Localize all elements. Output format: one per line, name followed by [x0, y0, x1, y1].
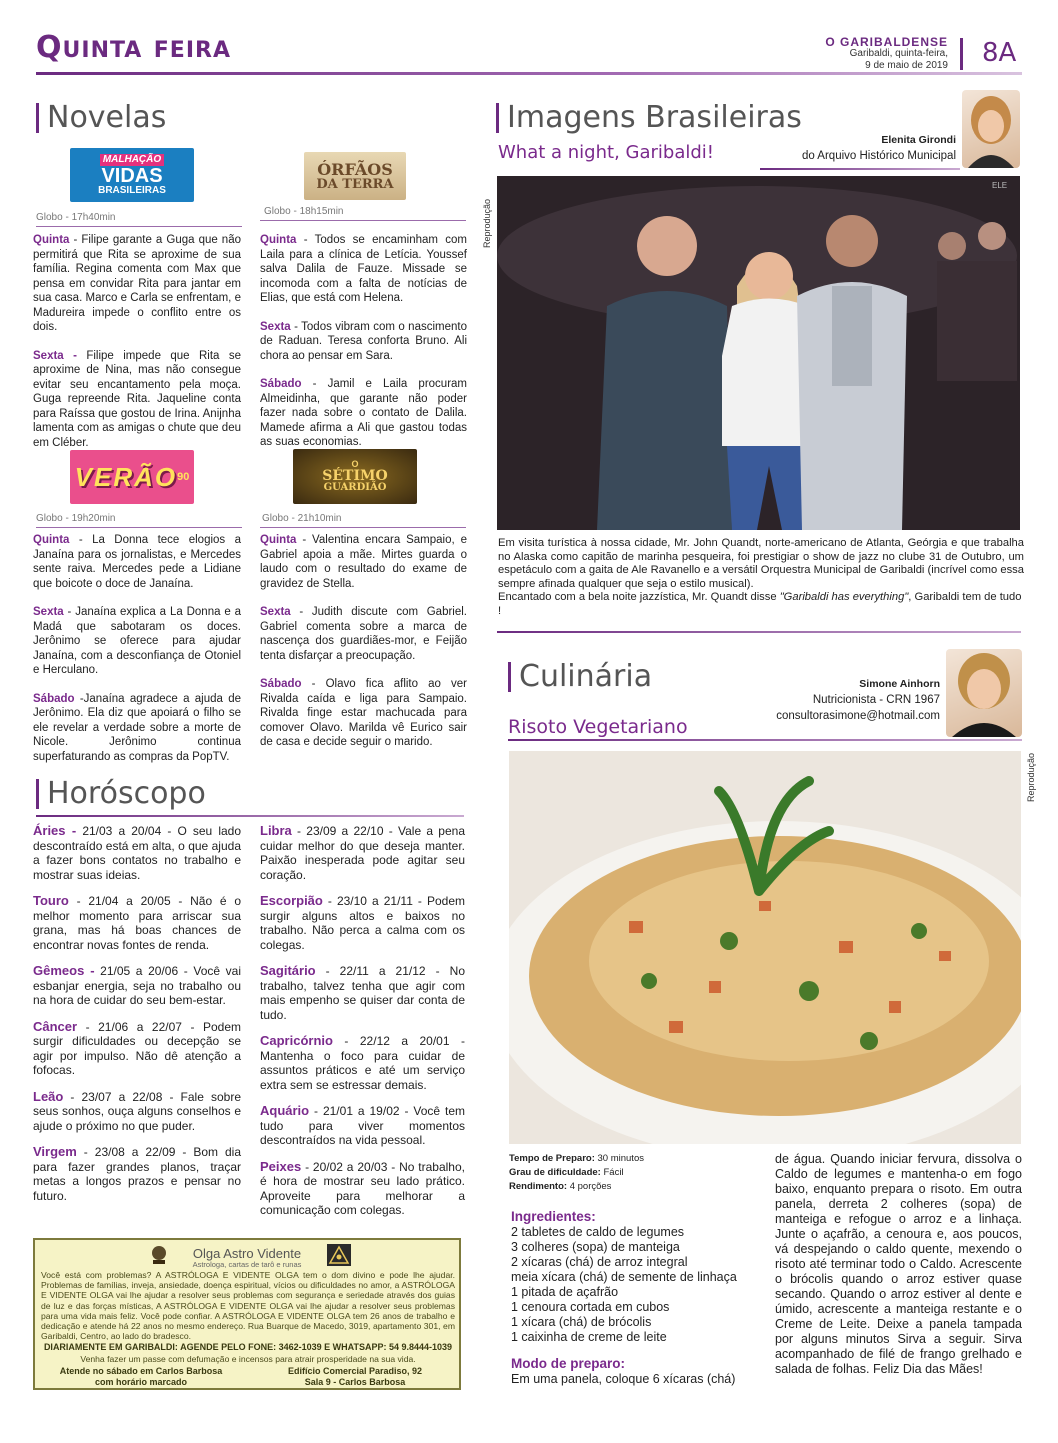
header-rule [36, 72, 1022, 75]
synopsis-entry [260, 533, 467, 591]
verao-logo [70, 450, 194, 504]
imagens-bottom-rule [497, 631, 1021, 633]
horoscopo-col2 [260, 824, 465, 1230]
elenita-photo [962, 90, 1020, 168]
culinaria-author-role: Nutricionista - CRN 1967 [812, 694, 940, 706]
synopsis-text: - Jamil e Laila procuram Almeidinha, que garante não poder fazer nada sobre o contato de Dalila. Mamede afirma a Ali que gastou todas as suas economias. [260, 378, 467, 448]
ingredients-title: Ingredientes: [511, 1209, 596, 1224]
malhacao-logo-sub: BRASILEIRAS [98, 185, 166, 196]
sign-text: - 21/01 a 19/02 - Você tem tudo para viver momentos descontraídos na vida pessoal. [260, 1104, 465, 1147]
ad-saturday-line2: com horário marcado [94, 1377, 188, 1387]
horoscope-entry [33, 964, 241, 1008]
day-label: Sexta - [33, 349, 77, 362]
ingredient-item: 1 cenoura cortada em cubos [511, 1300, 670, 1314]
ingredient-item: 1 caixinha de creme de leite [511, 1330, 667, 1344]
photo-credit: Reprodução [482, 198, 492, 248]
method-text-continued: de água. Quando iniciar fervura, dissolva o Caldo de legumes e mantenha-o em fogo baixo, enquanto prepara o risoto. Em outra panela, derreta 2 colheres (sopa) de manteiga e refogue o arroz e a linhaça. Junte o açafrão, a cenoura e, aos poucos, vá despejando o caldo quente, mexendo o risoto até terminar todo o Caldo. Acrescente o brócolis quando o arroz estiver quase secando. Quando o arroz estiver al dente e úmido, acrescente a manteiga restante e o Creme de Leite. Deixe a panela tampada por alguns minutos Sirva a seguir. Sirva acompanhado de filé de frango grelhado e salada de folhas. Feliz Dia das Mães! [775, 1152, 1022, 1376]
sign-label: Leão [33, 1088, 64, 1104]
synopsis-entry [260, 320, 467, 364]
meta-label: Tempo de Preparo: [509, 1153, 595, 1164]
horoscope-entry [260, 1160, 465, 1218]
sign-text: - 22/11 a 21/12 - No trabalho, talvez tenha que agir com mais empenho se quiser dar conta de tudo. [260, 964, 465, 1022]
setimo-logo [293, 449, 417, 504]
ad-slogan: Venha fazer um passe com defumação e incensos para atrair prosperidade na sua vida. [80, 1354, 416, 1364]
ad-saturday-line1: Atende no sábado em Carlos Barbosa [59, 1366, 223, 1376]
ad-address [255, 1366, 455, 1388]
synopsis-entry [260, 233, 467, 306]
day-label: Sexta [33, 606, 64, 618]
method-title: Modo de preparo: [511, 1356, 625, 1371]
risotto-photo [509, 751, 1021, 1144]
synopsis-entry [260, 677, 467, 750]
synopsis-text: - Janaína explica a La Donna e a Madá que sabotaram os doces. Jerônimo se oferece para ajudar Janaína, com a desconfiança de Otoniel e Herculano. [33, 606, 241, 676]
horoscopo-rule [36, 815, 464, 817]
verao-logo-main: VERÃO [74, 461, 178, 492]
ad-subtitle: Astrologa, cartas de tarô e runas [192, 1260, 302, 1269]
ad-title: Olga Astro Vidente [192, 1246, 302, 1261]
sign-label: Escorpião [260, 893, 323, 908]
sign-text: - 23/08 a 22/09 - Bom dia para fazer grandes planos, traçar metas a longos prazos e pensar no futuro. [33, 1145, 241, 1203]
imagens-author-role: do Arquivo Histórico Municipal [801, 150, 956, 162]
sign-label: Sagitário [260, 963, 316, 978]
sign-label: Câncer [33, 1018, 78, 1034]
sign-label: Aquário [260, 1103, 310, 1118]
method-text-start: Em uma panela, coloque 6 xícaras (chá) [511, 1372, 736, 1386]
sign-text: - 22/12 a 20/01 - Mantenha o foco para cuidar de assuntos práticos e até um serviço extra sem se estressar demais. [260, 1034, 465, 1092]
synopsis-text: Filipe impede que Rita se aproxime de Nina, mas não consegue evitar seu encantamento pela moça. Guga repreende Rita. Jaqueline conta para Raíssa que gostou de Irina. Anijnha lamenta com as amigas o chute que deu em Cléber. [33, 349, 241, 449]
photo-tag: ELE [992, 181, 1008, 190]
synopsis-entry [33, 533, 241, 591]
synopsis-text: - Olavo fica aflito ao ver Rivalda caída e liga para Sampaio. Rivalda finge estar machucada para comover Olavo. Marilda vê Eurico sair de casa e decide seguir o marido. [260, 678, 467, 748]
ad-saturday [41, 1366, 241, 1388]
sign-text: 21/05 a 20/06 - Você vai esbanjar energia, seja no trabalho ou na hora de cuidar do seu bem-estar. [33, 964, 241, 1007]
edition-info [825, 36, 948, 72]
show-synopsis-1 [260, 233, 467, 464]
jazz-night-illustration [497, 176, 1020, 530]
culinaria-rule [508, 739, 1022, 741]
synopsis-text: - Filipe garante a Guga que não permitirá que Rita se aproxime de sua família. Regina comenta com Max que pensa em convidar Rita para jantar em sua casa. Marco e Carla se enfrentam, e Madureira impede o conflito entre os dois. [33, 234, 241, 333]
header-divider [960, 38, 963, 70]
meta-value: 4 porções [567, 1181, 612, 1192]
sign-label: Libra [260, 823, 292, 838]
orfaos-logo [304, 152, 406, 200]
sign-text: - 23/09 a 22/10 - Vale a pena cuidar melhor do que deseja manter. Paixão inesperada pode agitar seu coração. [260, 824, 465, 882]
synopsis-entry [33, 692, 241, 765]
caption-paragraph [498, 591, 1024, 618]
day-label: Quinta [33, 534, 70, 546]
section-title [36, 30, 231, 65]
caption-text: Encantado com a bela noite jazzística, Mr. Quandt disse [498, 591, 780, 604]
synopsis-entry [33, 605, 241, 678]
sign-label: Peixes [260, 1158, 302, 1174]
orfaos-logo-top: ÓRFÃOS [317, 159, 393, 179]
verao-logo-num: 90 [177, 471, 190, 483]
show-synopsis-3 [260, 533, 467, 764]
meta-label: Grau de dificuldade: [509, 1167, 601, 1178]
day-label: Quinta [260, 534, 297, 546]
show-synopsis-2 [33, 533, 241, 778]
culinaria-heading: Culinária [508, 662, 652, 692]
meta-label: Rendimento: [509, 1181, 568, 1192]
meta-value: 30 minutos [594, 1153, 644, 1164]
setimo-logo-main: SÉTIMO [322, 468, 388, 484]
imagens-subtitle: What a night, Garibaldi! [498, 142, 714, 163]
malhacao-logo-main: VIDAS [101, 165, 163, 187]
ad-phone: DIARIAMENTE EM GARIBALDI: AGENDE PELO FONE: 3462-1039 E WHATSAPP: 54 9.8444-1039 [43, 1342, 453, 1352]
horoscope-entry [260, 1034, 465, 1092]
day-label: Sábado [33, 692, 75, 705]
show-rule [36, 226, 242, 227]
section-title-word1: UINTA [62, 38, 143, 63]
imagens-heading: Imagens Brasileiras [496, 103, 802, 133]
sign-text: - 21/06 a 22/07 - Podem surgir dificuldades ou decepção se agir por impulso. Não dê atenção a fofocas. [33, 1019, 241, 1077]
imagens-caption [498, 537, 1024, 619]
horoscope-entry [33, 1145, 241, 1203]
page-number: 8A [982, 38, 1017, 68]
edition-line2: 9 de maio de 2019 [865, 60, 948, 71]
ingredient-item: 2 tabletes de caldo de legumes [511, 1225, 685, 1239]
day-label: Sexta [260, 320, 291, 333]
synopsis-text: -Janaína agradece a ajuda de Jerônimo. Ela diz que apoiará o filho se ele revelar a verdade sobre a morte de Nicole. Jerônimo continua superfaturando as compras da PopTV. [33, 692, 241, 763]
ingredient-item: 1 xícara (chá) de brócolis [511, 1315, 652, 1329]
sign-label: Touro [33, 893, 69, 908]
show-rule [260, 220, 466, 221]
meta-row [509, 1152, 759, 1166]
synopsis-text: - La Donna tece elogios a Janaína para os jornalistas, e Mercedes sente raiva. Mercedes pede a Lidiane que boicote o doce de Janaína. [33, 534, 241, 590]
orfaos-logo-main: DA TERRA [316, 176, 394, 192]
horoscope-entry [260, 894, 465, 952]
imagens-author: Elenita Girondi [881, 134, 956, 146]
synopsis-text: - Valentina encara Sampaio, e Gabriel apoia a mãe. Mirtes guarda o laudo com o resultado do exame de gravidez de Stella. [260, 534, 467, 590]
day-label: Sábado [260, 378, 302, 390]
synopsis-entry [33, 233, 241, 335]
horoscope-entry [33, 1020, 241, 1078]
meta-row [509, 1180, 759, 1194]
simone-photo [946, 649, 1022, 737]
culinaria-author-email: consultorasimone@hotmail.com [776, 710, 940, 722]
caption-paragraph: Em visita turística à nossa cidade, Mr. John Quandt, norte-americano de Atlanta, Geórgia e que trabalha no Alaska como capitão de marinha pesqueira, foi prestigiar o show de jazz no clube 31 de Outubro, um espetáculo com a gaita de Ale Ravanello e a versátil Orquestra Municipal de Garibaldi (incrível como essa sempre afinada qualquer que seja o estilo musical). [498, 537, 1024, 590]
sign-text: - 23/07 a 22/08 - Fale sobre seus sonhos, ouça alguns conselhos e ajude o próximo no que puder. [33, 1089, 241, 1133]
show-time: Globo - 18h15min [264, 206, 344, 217]
novelas-heading: Novelas [36, 103, 166, 133]
sign-label: Gêmeos - [33, 963, 95, 978]
horoscope-entry [260, 824, 465, 882]
malhacao-logo [70, 148, 194, 202]
sign-label: Virgem [33, 1144, 77, 1159]
day-label: Quinta [260, 234, 297, 246]
synopsis-text: - Todos se encaminham com Laila para a clínica de Letícia. Youssef salva Dalila de Fauze. Missade se incomoda com a falta de notícias de Elias, que está com Helena. [260, 234, 467, 304]
jazz-night-photo [497, 176, 1020, 530]
meta-row [509, 1166, 759, 1180]
day-label: Sexta [260, 606, 291, 618]
horoscopo-col1 [33, 824, 241, 1215]
malhacao-logo-top: MALHAÇÃO [100, 154, 164, 166]
horoscopo-heading: Horóscopo [36, 779, 206, 809]
horoscope-entry [260, 1104, 465, 1148]
show-rule [260, 527, 466, 528]
ingredient-item: 1 pitada de açafrão [511, 1285, 619, 1299]
edition-line1: Garibaldi, quinta-feira, [849, 48, 948, 59]
show-time: Globo - 17h40min [36, 212, 116, 223]
synopsis-entry [33, 349, 241, 451]
show-synopsis-0 [33, 233, 241, 464]
imagens-author-rule [760, 168, 960, 170]
ad-body: Você está com problemas? A ASTRÓLOGA E VIDENTE OLGA tem o dom divino e pode lhe ajudar. Problemas de famílias, inveja, ansiedade, doença espiritual, vícios ou dificuldades no amor, a ASTRÓLOGA E VIDENTE OLGA vai lhe ajudar a resolver seus problemas com segurança e seriedade através dos guias de luz e das forças místicas, A ASTRÓLOGA E VIDENTE OLGA vai lhe ajudar a resolver seus problemas para uma vida mais feliz. Você pode confiar. A ASTRÓLOGA E VIDENTE OLGA tem 26 anos de trabalho e dedicação e atende há 22 anos no mesmo endereço. Rua Buarque de Macedo, 3019, apartamento 301, em Garibaldi, Centro, ao lado do bradesco. [41, 1270, 455, 1342]
sign-label: Áries - [33, 823, 77, 838]
day-label: Quinta [33, 234, 70, 246]
horoscope-entry [33, 894, 241, 952]
sign-text: - 21/04 a 20/05 - Não é o melhor momento para arriscar sua grana, mas há boas chances de encontrar novas fontes de renda. [33, 894, 241, 952]
ingredient-item: 2 xícaras (chá) de arroz integral [511, 1255, 688, 1269]
ad-address-line2: Sala 9 - Carlos Barbosa [304, 1377, 406, 1387]
method-start-block [511, 1356, 769, 1387]
setimo-logo-sub: GUARDIÃO [323, 482, 387, 493]
day-label: Sábado [260, 678, 302, 690]
newspaper-name: O GARIBALDENSE [825, 35, 948, 49]
sign-label: Capricórnio [260, 1033, 333, 1048]
show-time: Globo - 19h20min [36, 513, 116, 524]
horoscope-entry [260, 964, 465, 1022]
sign-text: - 20/02 a 20/03 - No trabalho, é hora de mostrar seu lado prático. Aproveite para melhorar a comunicação com colegas. [260, 1159, 465, 1217]
show-time: Globo - 21h10min [262, 513, 342, 524]
caption-text: , Garibaldi tem de tudo ! [498, 591, 1022, 617]
culinaria-subtitle: Risoto Vegetariano [508, 716, 688, 738]
section-title-word2: FEIRA [153, 38, 231, 63]
horoscope-entry [33, 824, 241, 882]
ingredients-block [511, 1209, 766, 1345]
horoscope-entry [33, 1090, 241, 1134]
setimo-logo-top: O [351, 459, 359, 469]
synopsis-entry [260, 377, 467, 450]
meta-value: Fácil [600, 1167, 624, 1178]
ingredient-item: 3 colheres (sopa) de manteiga [511, 1240, 680, 1254]
risotto-illustration [509, 751, 1021, 1144]
synopsis-text: - Judith discute com Gabriel. Gabriel comenta sobre a marca de nascença dos guardiães-mor, e Feijão tenta disfarçar a preocupação. [260, 606, 467, 662]
show-rule [36, 527, 242, 528]
synopsis-entry [260, 605, 467, 663]
culinaria-photo-credit: Reprodução [1026, 752, 1036, 802]
recipe-meta [509, 1152, 759, 1194]
section-title-initial: Q [36, 30, 63, 65]
ad-address-line1: Edifício Comercial Paradiso, 92 [287, 1366, 423, 1376]
sign-text: 21/03 a 20/04 - O seu lado descontraído está em alta, o que ajuda a fazer bons contatos no trabalho e mostrar suas ideias. [33, 824, 242, 882]
caption-quote: "Garibaldi has everything" [779, 591, 909, 604]
sign-text: - 23/10 a 21/11 - Podem surgir alguns altos e baixos no trabalho. Não perca a calma com os colegas. [260, 894, 465, 952]
ingredient-item: meia xícara (chá) de semente de linhaça [511, 1270, 737, 1284]
culinaria-author: Simone Ainhorn [859, 678, 940, 690]
synopsis-text: - Todos vibram com o nascimento de Raduan. Teresa conforta Bruno. Ali chora ao pensar em Sara. [260, 320, 467, 362]
olga-ad [33, 1238, 461, 1390]
